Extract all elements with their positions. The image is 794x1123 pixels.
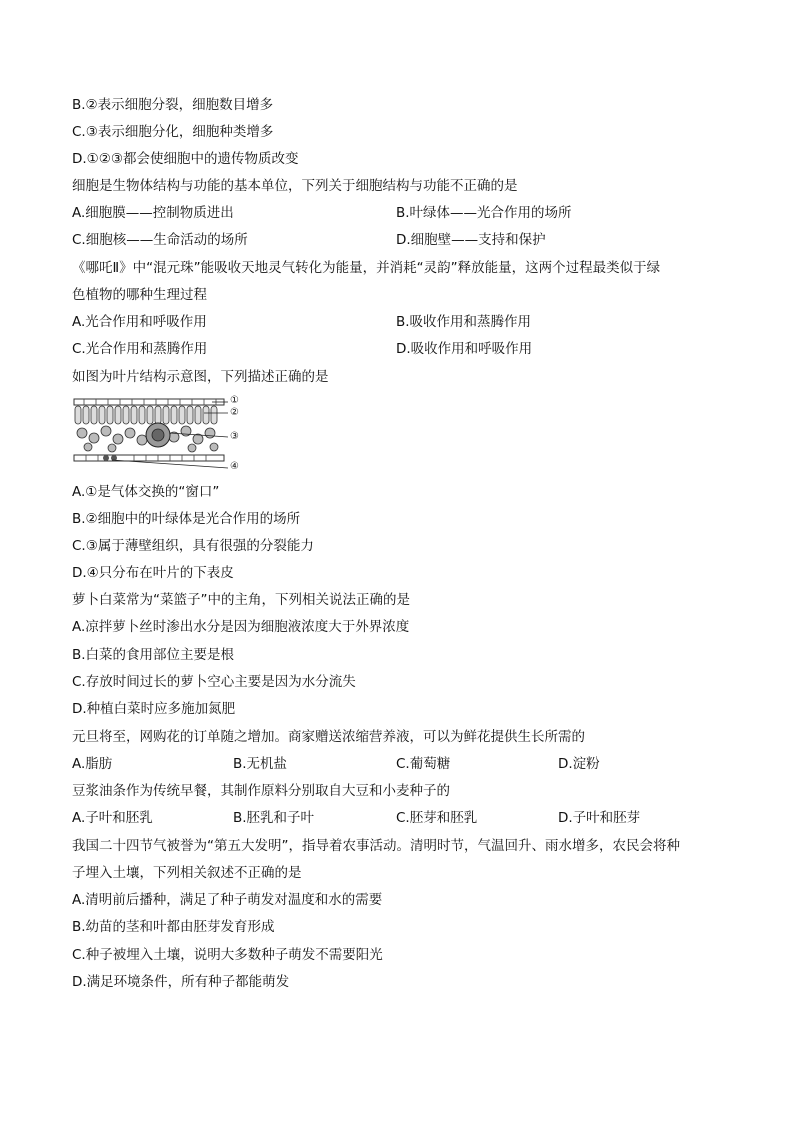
figure-label-2: ② — [230, 407, 239, 418]
option-line: C.种子被埋入土壤，说明大多数种子萌发不需要阳光 — [72, 947, 383, 963]
option-line: C.③属于薄壁组织，具有很强的分裂能力 — [72, 538, 314, 554]
leaf-structure-figure — [72, 393, 272, 473]
option-line: A.光合作用和呼吸作用 — [72, 314, 207, 330]
option-line: C.胚芽和胚乳 — [396, 810, 478, 826]
option-line: C.细胞核——生命活动的场所 — [72, 232, 248, 248]
option-line: B.吸收作用和蒸腾作用 — [396, 314, 532, 330]
option-line: B.叶绿体——光合作用的场所 — [396, 205, 572, 221]
option-line: D.细胞壁——支持和保护 — [396, 232, 546, 248]
question-stem: 萝卜白菜常为“菜篮子”中的主角，下列相关说法正确的是 — [72, 592, 410, 608]
question-stem: 《哪吒Ⅱ》中“混元珠”能吸收天地灵气转化为能量，并消耗“灵韵”释放能量，这两个过程最类似于绿 — [72, 260, 661, 276]
option-line: C.存放时间过长的萝卜空心主要是因为水分流失 — [72, 674, 356, 690]
figure-label-4: ④ — [230, 461, 239, 472]
question-stem: 子埋入土壤，下列相关叙述不正确的是 — [72, 865, 302, 881]
option-line: B.胚乳和子叶 — [233, 810, 315, 826]
question-stem: 我国二十四节气被誉为“第五大发明”，指导着农事活动。清明时节，气温回升、雨水增多，农民会将种 — [72, 838, 680, 854]
figure-label-1: ① — [230, 395, 239, 406]
option-line: C.③表示细胞分化，细胞种类增多 — [72, 124, 274, 140]
question-stem: 豆浆油条作为传统早餐，其制作原料分别取自大豆和小麦种子的 — [72, 783, 450, 799]
option-line: D.淀粉 — [558, 756, 600, 772]
question-stem: 色植物的哪种生理过程 — [72, 287, 207, 303]
option-line: A.脂肪 — [72, 756, 113, 772]
option-line: C.葡萄糖 — [396, 756, 451, 772]
option-line: D.子叶和胚芽 — [558, 810, 641, 826]
option-line: B.白菜的食用部位主要是根 — [72, 647, 235, 663]
question-stem: 如图为叶片结构示意图，下列描述正确的是 — [72, 369, 329, 385]
option-line: A.凉拌萝卜丝时渗出水分是因为细胞液浓度大于外界浓度 — [72, 619, 410, 635]
figure-label-3: ③ — [230, 431, 239, 442]
option-line: B.②细胞中的叶绿体是光合作用的场所 — [72, 511, 301, 527]
option-line: D.吸收作用和呼吸作用 — [396, 341, 533, 357]
option-line: D.④只分布在叶片的下表皮 — [72, 565, 234, 581]
option-line: B.②表示细胞分裂，细胞数目增多 — [72, 97, 274, 113]
option-line: A.①是气体交换的“窗口” — [72, 484, 220, 500]
option-line: B.幼苗的茎和叶都由胚芽发育形成 — [72, 919, 275, 935]
option-line: A.细胞膜——控制物质进出 — [72, 205, 234, 221]
option-line: D.①②③都会使细胞中的遗传物质改变 — [72, 151, 299, 167]
option-line: B.无机盐 — [233, 756, 288, 772]
option-line: C.光合作用和蒸腾作用 — [72, 341, 208, 357]
option-line: A.子叶和胚乳 — [72, 810, 153, 826]
question-stem: 元旦将至，网购花的订单随之增加。商家赠送浓缩营养液，可以为鲜花提供生长所需的 — [72, 729, 585, 745]
option-line: D.满足环境条件，所有种子都能萌发 — [72, 974, 290, 990]
question-stem: 细胞是生物体结构与功能的基本单位，下列关于细胞结构与功能不正确的是 — [72, 178, 518, 194]
option-line: A.清明前后播种，满足了种子萌发对温度和水的需要 — [72, 892, 383, 908]
option-line: D.种植白菜时应多施加氮肥 — [72, 701, 236, 717]
